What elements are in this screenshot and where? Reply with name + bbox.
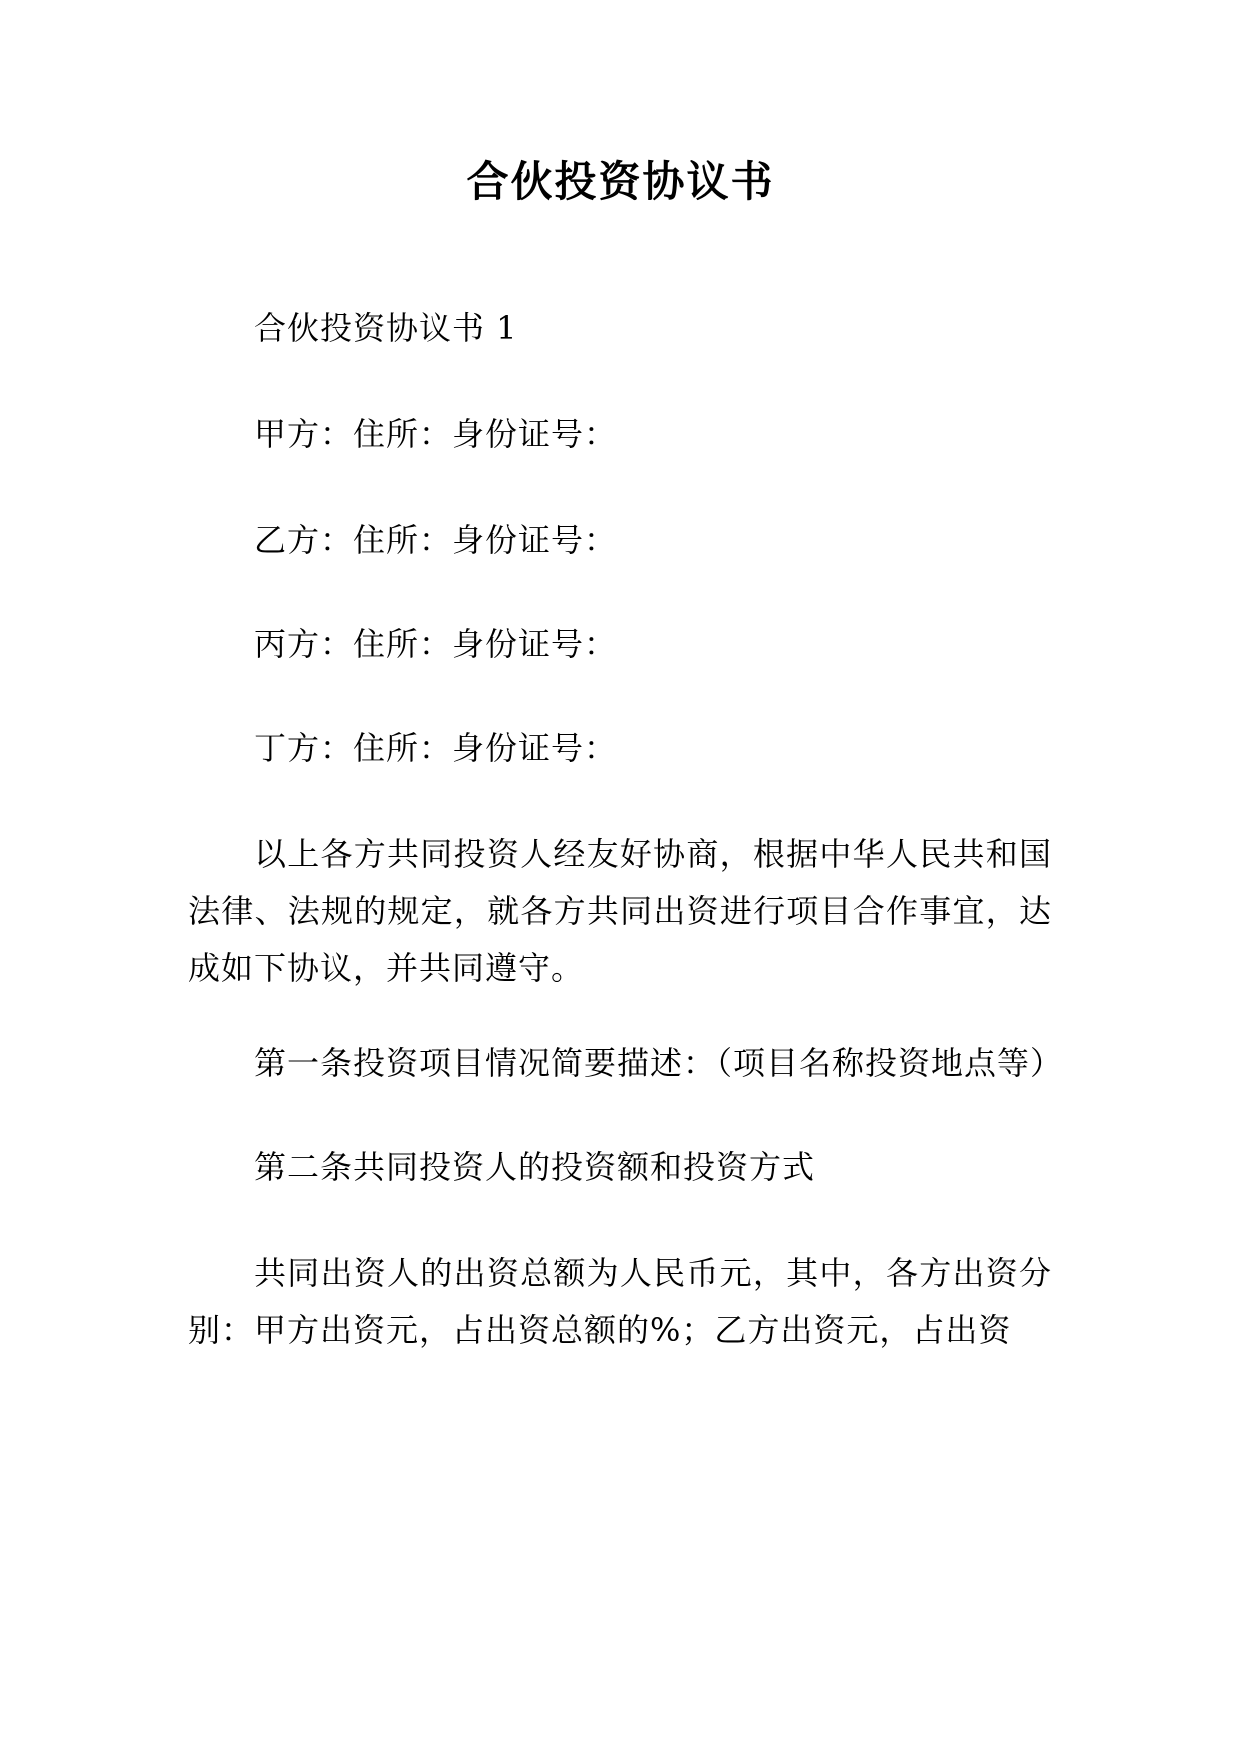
paragraph-article-1: 第一条投资项目情况简要描述：（项目名称投资地点等） [254, 1044, 1064, 1082]
paragraph-party-b: 乙方：住所：身份证号： [254, 521, 618, 559]
paragraph-subtitle: 合伙投资协议书 1 [254, 309, 518, 347]
document-title: 合伙投资协议书 [466, 157, 775, 206]
paragraph-party-a: 甲方：住所：身份证号： [254, 415, 618, 453]
paragraph-party-d: 丁方：住所：身份证号： [254, 729, 618, 767]
paragraph-contribution: 共同出资人的出资总额为人民币元，其中，各方出资分别：甲方出资元，占出资总额的%；乙方出资元，占出资 [188, 1254, 1052, 1349]
paragraph-article-2: 第二条共同投资人的投资额和投资方式 [254, 1148, 816, 1186]
paragraph-preamble: 以上各方共同投资人经友好协商，根据中华人民共和国法律、法规的规定，就各方共同出资进行项目合作事宜，达成如下协议，并共同遵守。 [188, 835, 1052, 987]
paragraph-party-c: 丙方：住所：身份证号： [254, 625, 618, 663]
